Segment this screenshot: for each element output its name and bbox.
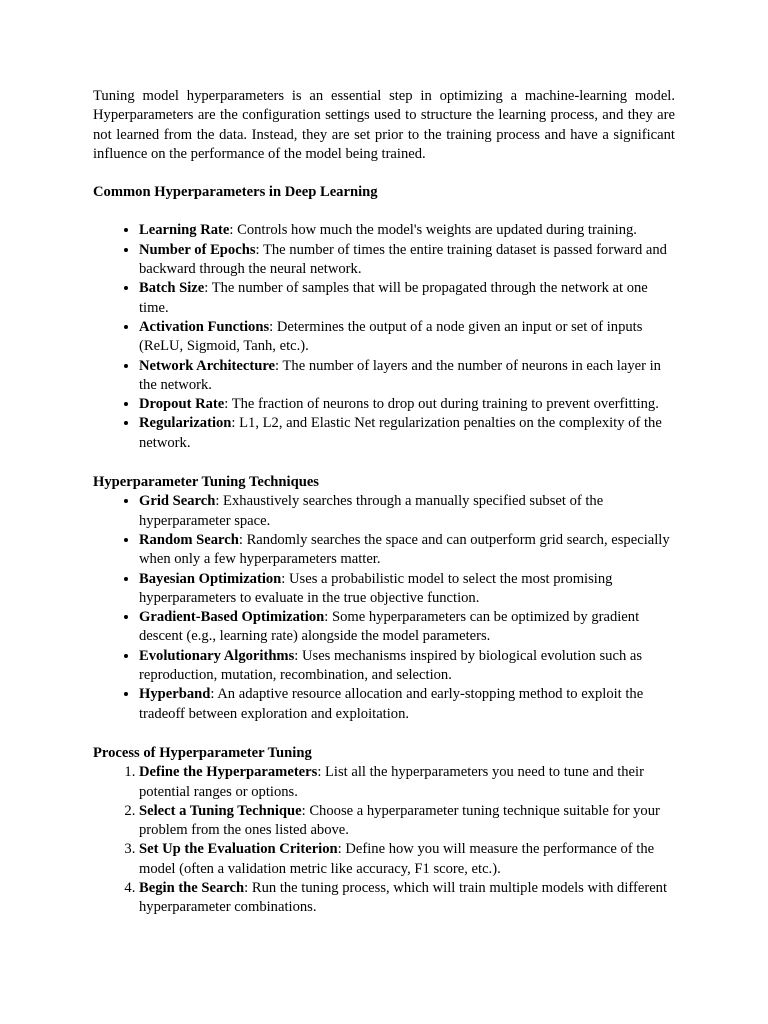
list-item (139, 802, 675, 841)
list-item (139, 879, 675, 918)
list-item-description: : Uses a probabilistic model to select the most promising hyperparameters to evaluate in the true objective function. (139, 570, 613, 606)
list-item-term: Define the Hyperparameters (139, 764, 318, 781)
list-item-description: : Define how you will measure the performance of the model (often a validation metric like accuracy, F1 score, etc.). (139, 841, 655, 877)
list-item-term: Set Up the Evaluation Criterion (139, 841, 338, 858)
section-heading-tuning-techniques: Hyperparameter Tuning Techniques (93, 474, 319, 491)
list-item-description: : Controls how much the model's weights are updated during training. (229, 222, 637, 239)
list-item (139, 357, 675, 396)
list-item (139, 763, 675, 802)
list-item-description: : The number of layers and the number of neurons in each layer in the network. (139, 357, 661, 393)
list-item-description: : An adaptive resource allocation and early-stopping method to exploit the tradeoff between exploration and exploitation. (139, 686, 644, 722)
list-item-description: : L1, L2, and Elastic Net regularization penalties on the complexity of the network. (139, 415, 662, 451)
list-item-description: : Run the tuning process, which will train multiple models with different hyperparameter combinations. (139, 879, 668, 916)
list-item-description: : Some hyperparameters can be optimized by gradient descent (e.g., learning rate) alongside the model parameters. (139, 609, 640, 645)
list-item-description: : List all the hyperparameters you need to tune and their potential ranges or options. (139, 764, 644, 800)
list-item-term: Dropout Rate (139, 396, 225, 413)
list-item (139, 492, 675, 531)
common-hyperparameters-list (93, 221, 675, 453)
list-item-term: Hyperband (139, 686, 211, 703)
list-item (139, 318, 675, 357)
list-item-term: Select a Tuning Technique (139, 802, 302, 819)
list-item-description: : The fraction of neurons to drop out during training to prevent overfitting. (224, 396, 659, 413)
tuning-techniques-list (93, 492, 675, 724)
list-item (139, 608, 675, 647)
list-item-term: Begin the Search (139, 879, 245, 896)
list-item-term: Number of Epochs (139, 241, 256, 258)
list-item-description: : Choose a hyperparameter tuning technique suitable for your problem from the ones listed above. (139, 802, 660, 839)
list-item-description: : Randomly searches the space and can outperform grid search, especially when only a few hyperparameters matter. (139, 531, 670, 568)
list-item (139, 570, 675, 609)
tuning-process-list (93, 763, 675, 917)
list-item-term: Gradient-Based Optimization (139, 609, 325, 626)
list-item-term: Batch Size (139, 280, 205, 297)
list-item-term: Random Search (139, 531, 239, 548)
section-heading-common-hyperparameters: Common Hyperparameters in Deep Learning (93, 184, 378, 201)
list-item-term: Evolutionary Algorithms (139, 647, 295, 664)
list-item-term: Regularization (139, 415, 232, 432)
intro-paragraph: Tuning model hyperparameters is an essential step in optimizing a machine-learning model. Hyperparameters are the configuration settings used to structure the learning process, and they are not learned from the data. Instead, they are set prior to the training process and have a significant influence on the performance of the model being trained. (93, 88, 675, 162)
list-item (139, 221, 675, 240)
list-item (139, 647, 675, 686)
list-item-term: Network Architecture (139, 357, 276, 374)
document-page (93, 87, 675, 918)
list-item (139, 414, 675, 453)
list-item-term: Activation Functions (139, 318, 270, 335)
list-item-term: Bayesian Optimization (139, 570, 282, 587)
list-item-description: : Exhaustively searches through a manually specified subset of the hyperparameter space. (139, 493, 604, 529)
list-item (139, 685, 675, 724)
list-item-description: : The number of samples that will be propagated through the network at one time. (139, 280, 648, 316)
list-item-description: : Determines the output of a node given an input or set of inputs (ReLU, Sigmoid, Tanh, etc.). (139, 318, 643, 355)
list-item-term: Learning Rate (139, 222, 230, 239)
list-item (139, 531, 675, 570)
list-item-description: : The number of times the entire training dataset is passed forward and backward through the neural network. (139, 241, 667, 278)
list-item (139, 279, 675, 318)
section-heading-tuning-process: Process of Hyperparameter Tuning (93, 744, 312, 761)
list-item-term: Grid Search (139, 493, 216, 510)
list-item-description: : Uses mechanisms inspired by biological evolution such as reproduction, mutation, recombination, and selection. (139, 647, 643, 684)
list-item (139, 241, 675, 280)
list-item (139, 840, 675, 879)
list-item (139, 395, 675, 414)
